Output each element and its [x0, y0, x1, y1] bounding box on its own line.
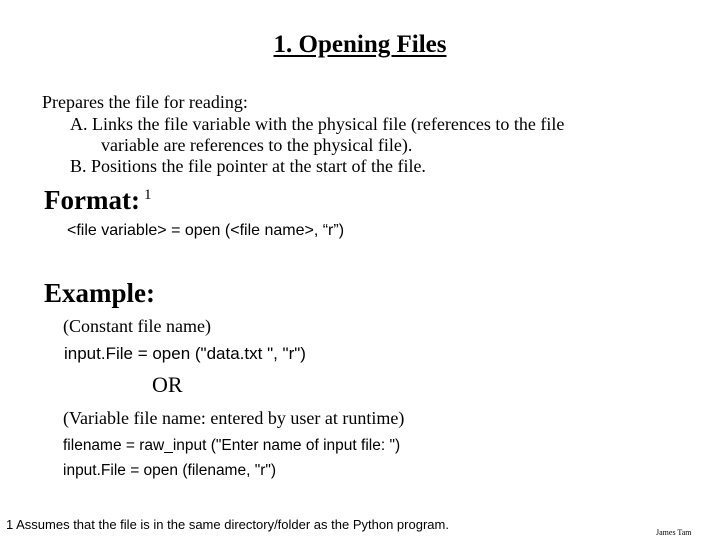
- point-a-line1: A. Links the file variable with the physical file (references to the file: [70, 114, 565, 134]
- example-heading: Example:: [44, 278, 155, 308]
- intro-text: Prepares the file for reading:: [42, 92, 248, 112]
- point-a-line2: variable are references to the physical file).: [101, 135, 413, 155]
- format-heading: Format: $^1$: [44, 185, 152, 215]
- or-label: OR: [152, 372, 183, 397]
- point-b: B. Positions the file pointer at the start of the file.: [70, 156, 426, 176]
- footnote: 1 Assumes that the file is in the same directory/folder as the Python program.: [6, 517, 449, 532]
- footnote-marker: 1: [143, 187, 152, 203]
- example-constant-code: input.File = open ("data.txt ", "r"): [64, 344, 306, 363]
- example-constant-label: (Constant file name): [63, 316, 211, 336]
- format-syntax: <file variable> = open (<file name>, “r”): [67, 222, 345, 239]
- example-variable-code-1: filename = raw_input ("Enter name of input file: "): [63, 437, 401, 454]
- author-credit: James Tam: [656, 528, 692, 537]
- example-variable-code-2: input.File = open (filename, "r"): [63, 462, 277, 479]
- example-variable-label: (Variable file name: entered by user at runtime): [63, 408, 405, 428]
- slide-title: 1. Opening Files: [273, 31, 447, 58]
